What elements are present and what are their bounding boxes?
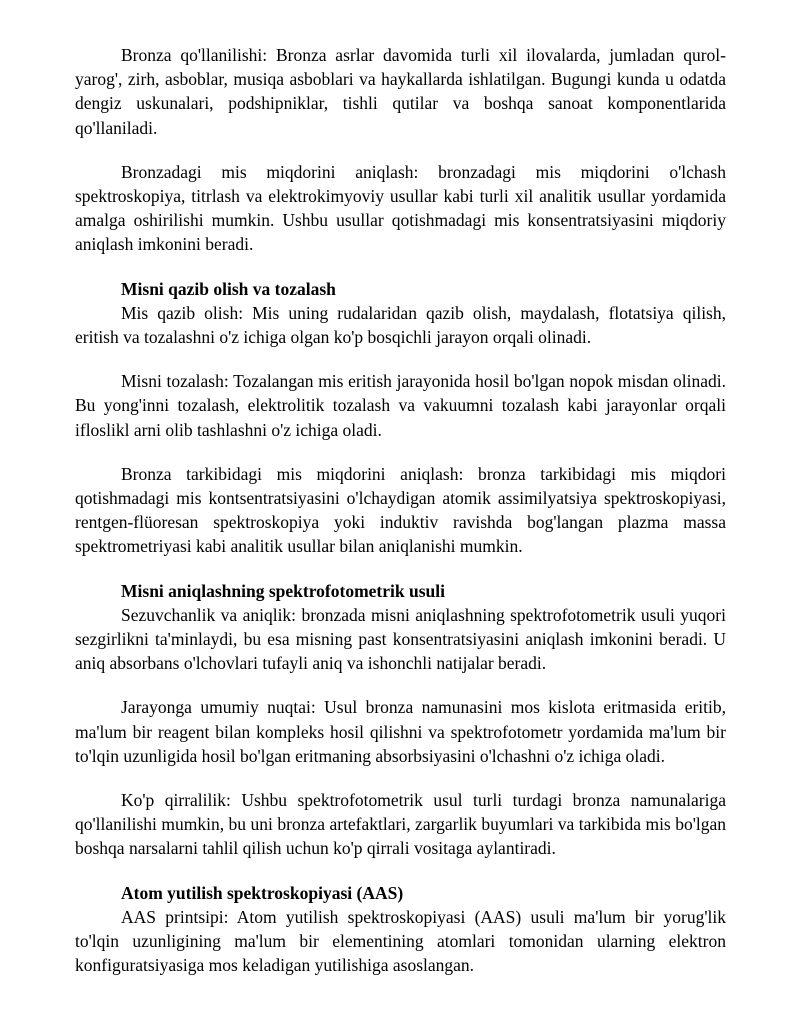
paragraph-copper-refining: Misni tozalash: Tozalangan mis eritish jarayonida hosil bo'lgan nopok misdan olinadi. Bu yong'inni tozalash, elektrolitik tozalash va vakuumni tozalash kabi jarayonlar orqali ifloslikl arni olib tashlashni o'z ichiga oladi. <box>75 371 726 440</box>
paragraph-copper-extraction: Mis qazib olish: Mis uning rudalaridan qazib olish, maydalash, flotatsiya qilish, eritish va tozalashni o'z ichiga olgan ko'p bosqichli jarayon orqali olinadi. <box>75 302 726 348</box>
paragraph-copper-content-in-bronze: Bronzadagi mis miqdorini aniqlash: bronzadagi mis miqdorini o'lchash spektroskopiya, titrlash va elektrokimyoviy usullar kabi turli xil analitik usullar yordamida amalga oshirilishi mumkin. Ushbu usullar qotishmadagi mis konsentratsiyasini miqdoriy aniqlash imkonini beradi. <box>75 161 726 255</box>
heading-spectrophotometric-method: Misni aniqlashning spektrofotometrik usuli <box>121 580 445 601</box>
paragraph-aas-principle: AAS printsipi: Atom yutilish spektroskopiyasi (AAS) usuli ma'lum bir yorug'lik to'lqin uzunligining ma'lum bir elementining atomlari tomonidan ularning elektron konfiguratsiyasiga mos keladigan yutilishiga asoslangan. <box>75 906 726 976</box>
paragraph-process-overview: Jarayonga umumiy nuqtai: Usul bronza namunasini mos kislota eritmasida eritib, ma'lum bir reagent bilan kompleks hosil qilishni va spektrofotometr yordamida ma'lum bir to'lqin uzunligida hosil bo'lgan eritmaning absorbsiyasini o'lchashni o'z ichiga oladi. <box>75 697 726 766</box>
paragraph-sensitivity-accuracy: Sezuvchanlik va aniqlik: bronzada misni aniqlashning spektrofotometrik usuli yuqori sezgirlikni ta'minlaydi, bu esa misning past konsentratsiyasini aniqlash imkonini beradi. U aniq absorbans o'lchovlari tufayli aniq va ishonchli natijalar beradi. <box>75 604 726 674</box>
paragraph-copper-determination: Bronza tarkibidagi mis miqdorini aniqlash: bronza tarkibidagi mis miqdori qotishmadagi mis kontsentratsiyasini o'lchaydigan atomik assimilyatsiya spektroskopiyasi, rentgen-flüoresan spektroskopiya yoki induktiv ravishda bog'langan plazma massa spektrometriyasi kabi analitik usullar bilan aniqlanishi mumkin. <box>75 463 726 557</box>
heading-aas: Atom yutilish spektroskopiyasi (AAS) <box>121 882 404 903</box>
document-page <box>75 43 726 978</box>
paragraph-bronze-applications: Bronza qo'llanilishi: Bronza asrlar davomida turli xil ilovalarda, jumladan qurol-yarog', zirh, asboblar, musiqa asboblari va haykallarda ishlatilgan. Bugungi kunda u odatda dengiz uskunalari, podshipniklar, tishli qutilar va boshqa sanoat komponentlarida qo'llaniladi. <box>75 45 726 138</box>
paragraph-versatility: Ko'p qirralilik: Ushbu spektrofotometrik usul turli turdagi bronza namunalariga qo'llanilishi mumkin, bu uni bronza artefaktlari, zargarlik buyumlari va tarkibida mis bo'lgan boshqa narsalarni tahlil qilish uchun ko'p qirrali vositaga aylantiradi. <box>75 790 726 859</box>
heading-copper-extraction-refining: Misni qazib olish va tozalash <box>121 278 336 299</box>
